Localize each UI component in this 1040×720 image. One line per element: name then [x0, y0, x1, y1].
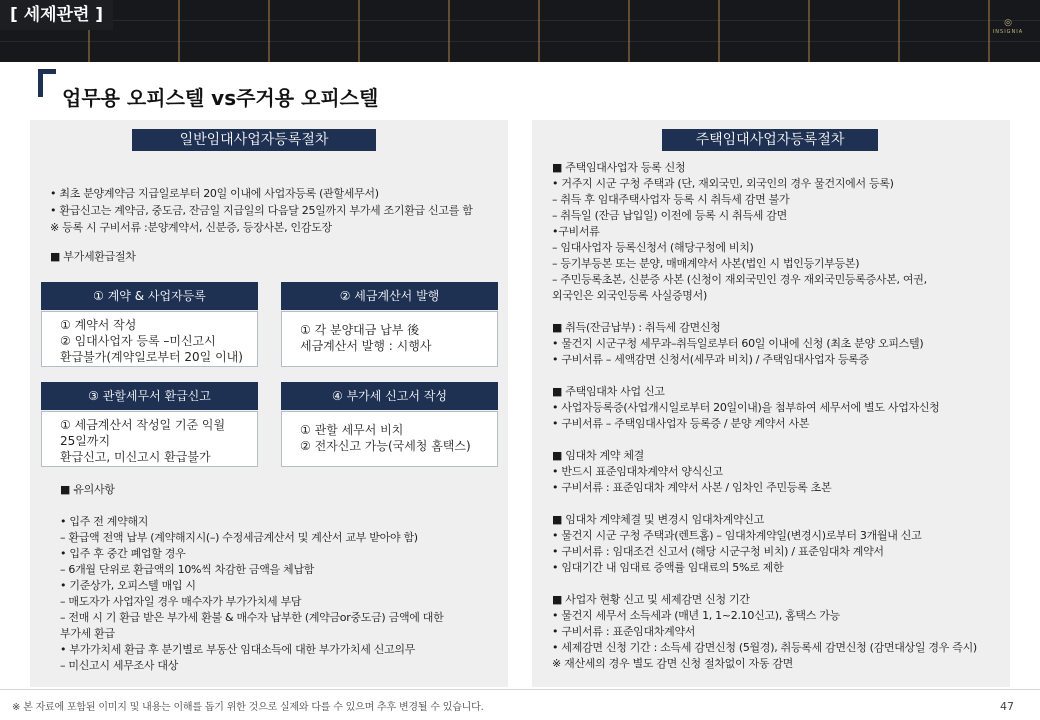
- note-line: – 환급액 전액 납부 (계약해지시(–) 수정세금계산서 및 계산서 교부 받아야 함): [60, 531, 418, 544]
- page-number: 47: [1000, 700, 1014, 713]
- right-line: • 구비서류 : 임대조건 신고서 (해당 시군구청 비치) / 표준임대차 계약서: [552, 545, 884, 558]
- note-line: – 미신고시 세무조사 대상: [60, 659, 179, 672]
- step-title: ① 계약 & 사업자등록: [41, 282, 258, 310]
- right-line: ※ 재산세의 경우 별도 감면 신청 절차없이 자동 감면: [552, 657, 794, 670]
- step-title: ② 세금계산서 발행: [281, 282, 498, 310]
- step-body: [281, 411, 498, 467]
- right-line: •구비서류: [552, 225, 600, 238]
- general-rental-panel: [30, 120, 508, 687]
- brand-name: INSIGNIA: [992, 29, 1024, 35]
- right-line: • 임대기간 내 임대료 증액률 임대료의 5%로 제한: [552, 561, 784, 574]
- right-line: ■ 주택임대차 사업 신고: [552, 385, 665, 398]
- right-line: • 물건지 세무서 소득세과 (매년 1, 1~2.10신고), 홈택스 가능: [552, 609, 840, 622]
- right-line: ■ 임대차 계약체결 및 변경시 임대차계약신고: [552, 513, 764, 526]
- note-line: – 전매 시 기 환급 받은 부가세 환불 & 매수자 납부한 (계약금or중도금) 금액에 대한: [60, 611, 444, 624]
- step-line: ① 각 분양대금 납부 後: [300, 323, 420, 337]
- note-line: • 입주 후 중간 폐업할 경우: [60, 547, 186, 560]
- note-line: • 입주 전 계약해지: [60, 515, 149, 528]
- right-line: 외국인은 외국인등록 사실증명서): [552, 289, 707, 302]
- step-body: [41, 411, 258, 467]
- right-line: • 구비서류 – 세액감면 신청서(세무과 비치) / 주택임대사업자 등록증: [552, 353, 869, 366]
- right-line: – 임대사업자 등록신청서 (해당구청에 비치): [552, 241, 754, 254]
- note-line: – 6개월 단위로 환급액의 10%씩 차감한 금액을 체납함: [60, 563, 315, 576]
- note-line: 부가세 환급: [60, 627, 115, 640]
- note-line: – 매도자가 사업자일 경우 매수자가 부가가치세 부담: [60, 595, 302, 608]
- right-line: • 구비서류 – 주택임대사업자 등록증 / 분양 계약서 사본: [552, 417, 810, 430]
- note-line: • 부가가치세 환급 후 분기별로 부동산 임대소득에 대한 부가가치세 신고의무: [60, 643, 416, 656]
- panel-title: 주택임대사업자등록절차: [662, 129, 878, 151]
- header-banner: [0, 0, 1040, 62]
- intro-line: ※ 등록 시 구비서류 :분양계약서, 신분증, 등장사본, 인감도장: [50, 221, 332, 234]
- right-line: ■ 사업자 현황 신고 및 세제감면 신청 기간: [552, 593, 750, 606]
- step-line: 환급신고, 미신고시 환급불가: [60, 450, 211, 464]
- intro-line: • 최초 분양계약금 지급일로부터 20일 이내에 사업자등록 (관할세무서): [50, 187, 379, 200]
- right-line: • 구비서류 : 표준임대차 계약서 사본 / 임차인 주민등록 초본: [552, 481, 832, 494]
- right-line: – 등기부등본 또는 분양, 매매계약서 사본(법인 시 법인등기부등본): [552, 257, 860, 270]
- right-line: – 취득일 (잔금 납입일) 이전에 등록 시 취득세 감면: [552, 209, 787, 222]
- step-body: [41, 311, 258, 367]
- right-line: – 취득 후 임대주택사업자 등록 시 취득세 감면 불가: [552, 193, 790, 206]
- footer-divider: [0, 689, 1040, 690]
- step-line: 세금계산서 발행 : 시행사: [300, 339, 432, 353]
- right-line: • 사업자등록증(사업개시일로부터 20일이내)을 첨부하여 세무서에 별도 사업자신청: [552, 401, 940, 414]
- step-line: 환급불가(계약일로부터 20일 이내): [60, 350, 243, 364]
- right-line: • 구비서류 : 표준임대차계약서: [552, 625, 696, 638]
- procedure-heading: ■ 부가세환급절차: [50, 250, 136, 263]
- housing-rental-panel: [532, 120, 1010, 687]
- right-line: • 세제감면 신청 기간 : 소득세 감면신청 (5월경), 취등록세 감면신청 (감면대상일 경우 즉시): [552, 641, 977, 654]
- right-line: • 물건지 시군 구청 주택과(렌트홈) – 임대차계약일(변경시)로부터 3개월내 신고: [552, 529, 922, 542]
- right-line: • 거주지 시군 구청 주택과 (단, 재외국민, 외국인의 경우 물건지에서 등록): [552, 177, 894, 190]
- panel-title: 일반임대사업자등록절차: [132, 129, 376, 151]
- step-line: ① 관할 세무서 비치: [300, 423, 404, 437]
- step-line: ② 전자신고 가능(국세청 홈택스): [300, 439, 471, 453]
- step-title: ③ 관할세무서 환급신고: [41, 382, 258, 410]
- right-line: • 물건지 시군구청 세무과–취득일로부터 60일 이내에 신청 (최초 분양 오피스텔): [552, 337, 924, 350]
- disclaimer: ※ 본 자료에 포함된 이미지 및 내용는 이해를 돕기 위한 것으로 실제와 다를 수 있으며 추후 변경될 수 있습니다.: [12, 702, 484, 713]
- right-line: ■ 취득(잔금납부) : 취득세 감면신청: [552, 321, 721, 334]
- brand-emblem-icon: ◎: [1004, 18, 1012, 28]
- step-title: ④ 부가세 신고서 작성: [281, 382, 498, 410]
- step-line: ② 임대사업자 등록 –미신고시: [60, 334, 216, 348]
- step-line: ① 세금계산서 작성일 기준 익월: [60, 418, 226, 432]
- notes-heading: ■ 유의사항: [60, 483, 115, 496]
- step-body: [281, 311, 498, 367]
- brand-logo: [988, 18, 1028, 36]
- note-line: • 기준상가, 오피스텔 매입 시: [60, 579, 196, 592]
- page-title: 업무용 오피스텔 vs주거용 오피스텔: [62, 86, 379, 110]
- section-label: [ 세제관련 ]: [0, 0, 113, 30]
- right-line: ■ 임대차 계약 체결: [552, 449, 644, 462]
- intro-line: • 환급신고는 계약금, 중도금, 잔금일 지급일의 다음달 25일까지 부가세 조기환급 신고를 함: [50, 204, 473, 217]
- title-bracket-icon: [38, 69, 56, 97]
- step-line: ① 계약서 작성: [60, 318, 137, 332]
- right-line: ■ 주택임대사업자 등록 신청: [552, 161, 686, 174]
- step-line: 25일까지: [60, 434, 111, 448]
- right-line: – 주민등록초본, 신분증 사본 (신청이 재외국민인 경우 재외국민등록증사본, 여권,: [552, 273, 927, 286]
- right-line: • 반드시 표준임대차계약서 양식신고: [552, 465, 723, 478]
